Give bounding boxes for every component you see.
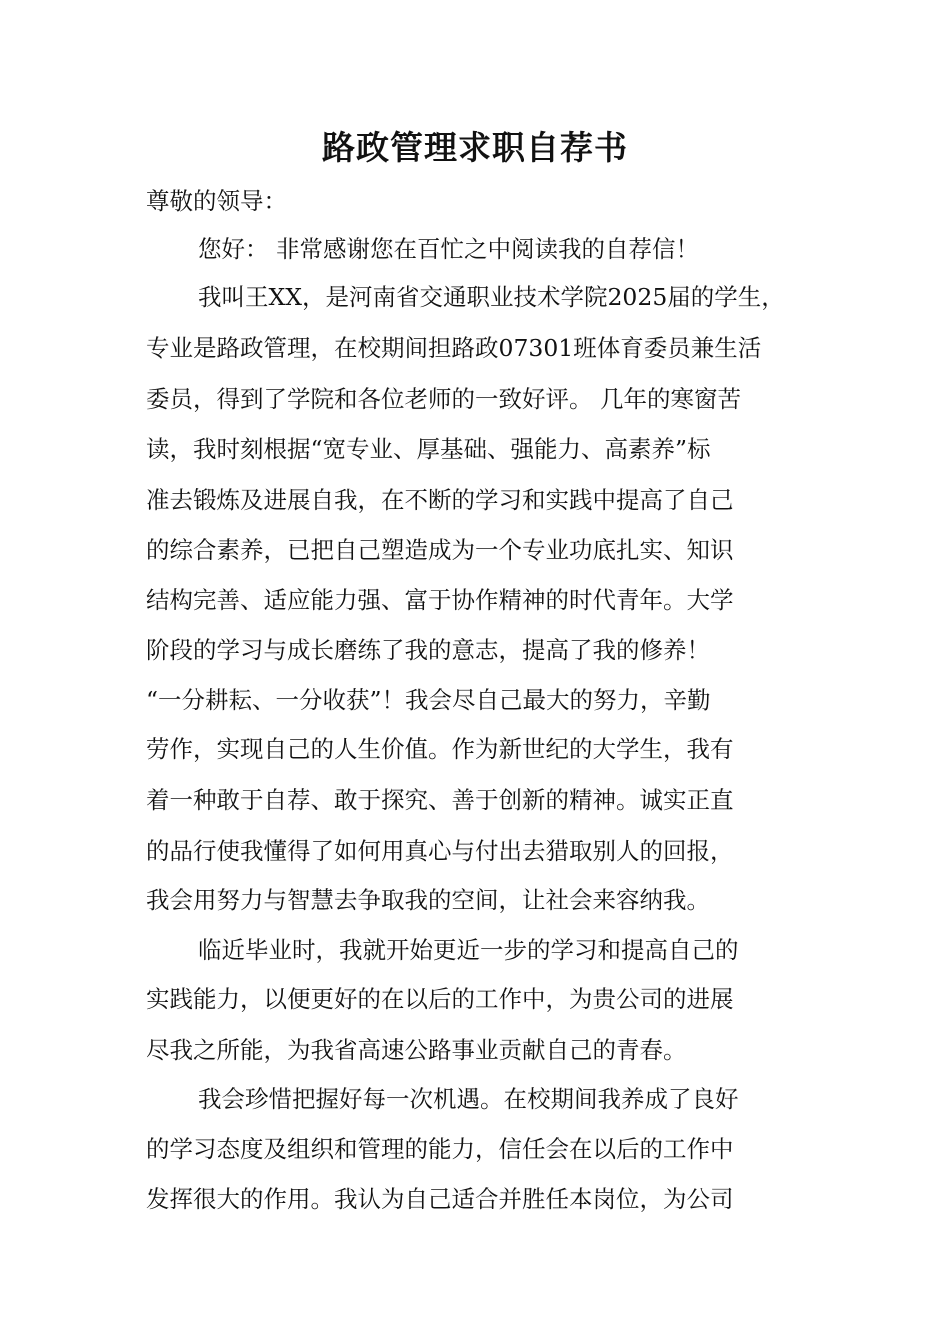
paragraph-line: 我会珍惜把握好每一次机遇。在校期间我养成了良好 xyxy=(198,1085,739,1113)
salutation: 尊敬的领导： xyxy=(146,187,287,215)
paragraph-line: 劳作，实现自己的人生价值。作为新世纪的大学生，我有 xyxy=(146,735,734,763)
paragraph-line: 结构完善、适应能力强、富于协作精神的时代青年。大学 xyxy=(146,586,734,614)
paragraph-line: 着一种敢于自荐、敢于探究、善于创新的精神。诚实正直 xyxy=(146,786,734,814)
paragraph-line: 实践能力，以便更好的在以后的工作中，为贵公司的进展 xyxy=(146,985,734,1013)
paragraph-line: 读，我时刻根据“宽专业、厚基础、强能力、高素养”标 xyxy=(146,435,711,463)
paragraph-line: 的综合素养，已把自己塑造成为一个专业功底扎实、知识 xyxy=(146,536,734,564)
paragraph-line: 我会用努力与智慧去争取我的空间，让社会来容纳我。 xyxy=(146,886,710,914)
paragraph-line: “一分耕耘、一分收获”！我会尽自己最大的努力，辛勤 xyxy=(146,686,711,714)
paragraph-line: 我叫王XX，是河南省交通职业技术学院2025届的学生， xyxy=(198,283,785,311)
paragraph-line: 的品行使我懂得了如何用真心与付出去猎取别人的回报， xyxy=(146,837,734,865)
paragraph-line: 临近毕业时，我就开始更近一步的学习和提高自己的 xyxy=(198,936,739,964)
document-title: 路政管理求职自荐书 xyxy=(322,128,628,167)
paragraph-line: 发挥很大的作用。我认为自己适合并胜任本岗位，为公司 xyxy=(146,1185,734,1213)
paragraph-line: 阶段的学习与成长磨练了我的意志，提高了我的修养！ xyxy=(146,636,710,664)
paragraph-line: 委员，得到了学院和各位老师的一致好评。 几年的寒窗苦 xyxy=(146,385,741,413)
paragraph-line: 尽我之所能，为我省高速公路事业贡献自己的青春。 xyxy=(146,1036,687,1064)
paragraph-line: 准去锻炼及进展自我，在不断的学习和实践中提高了自己 xyxy=(146,486,734,514)
paragraph-line: 的学习态度及组织和管理的能力，信任会在以后的工作中 xyxy=(146,1135,734,1163)
paragraph-line: 专业是路政管理，在校期间担路政07301班体育委员兼生活 xyxy=(146,334,762,362)
greeting-line: 您好： 非常感谢您在百忙之中阅读我的自荐信！ xyxy=(198,235,699,263)
